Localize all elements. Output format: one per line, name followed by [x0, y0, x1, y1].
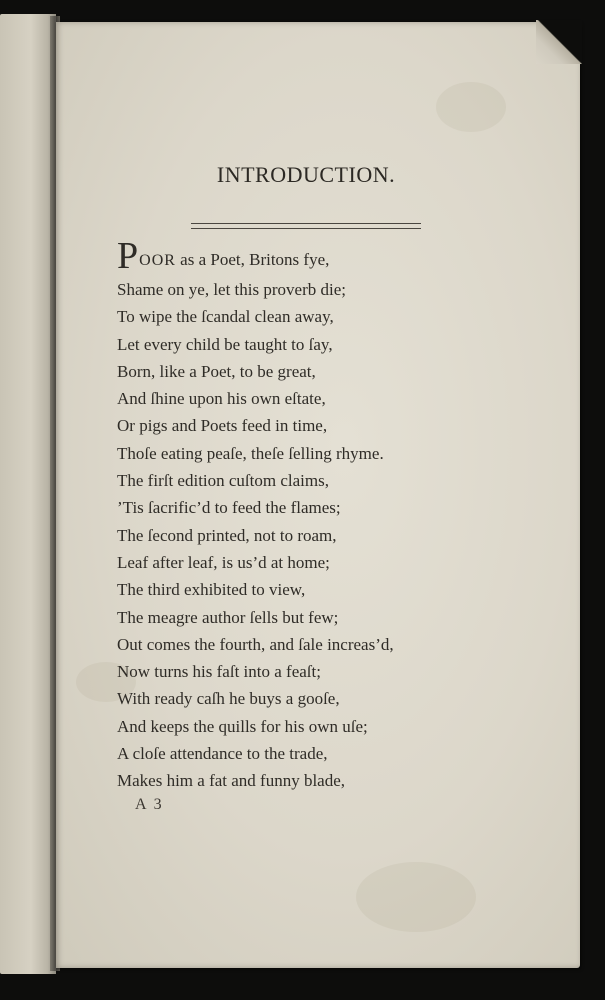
poem-text — [117, 236, 557, 795]
poem-line: Makes him a fat and funny blade, — [117, 771, 346, 791]
drop-cap: P — [117, 235, 139, 277]
poem-line: Let every child be taught to ſay, — [117, 334, 333, 354]
first-line-text: as a Poet, Britons fye, — [175, 250, 330, 269]
poem-line: Leaf after leaf, is us’d at home; — [117, 552, 330, 572]
book-page — [56, 22, 580, 968]
small-caps-word: OOR — [139, 252, 176, 269]
poem-line: Born, like a Poet, to be great, — [117, 361, 316, 381]
heading-rule-top — [191, 223, 421, 224]
page-heading: INTRODUCTION. — [216, 162, 396, 187]
poem-line: Or pigs and Poets feed in time, — [117, 416, 328, 436]
poem-line: The third exhibited to view, — [117, 580, 306, 600]
poem-line: The meagre author ſells but few; — [117, 607, 339, 627]
poem-line: A cloſe attendance to the trade, — [117, 744, 328, 764]
poem-line: And keeps the quills for his own uſe; — [117, 716, 368, 736]
poem-line: Out comes the fourth, and ſale increas’d, — [117, 634, 394, 654]
poem-line: And ſhine upon his own eſtate, — [117, 389, 326, 409]
facing-page-edge — [0, 14, 56, 974]
poem-line: Now turns his faſt into a feaſt; — [117, 662, 321, 682]
paper-stain — [356, 862, 476, 932]
signature-mark: A 3 — [135, 796, 164, 813]
poem-line: The firſt edition cuſtom claims, — [117, 471, 329, 491]
poem-line: With ready caſh he buys a gooſe, — [117, 689, 340, 709]
poem-line — [117, 236, 557, 276]
folded-corner — [536, 20, 582, 64]
paper-stain — [436, 82, 506, 132]
poem-line: To wipe the ſcandal clean away, — [117, 307, 334, 327]
poem-line: Shame on ye, let this proverb die; — [117, 280, 346, 299]
poem-line: Thoſe eating peaſe, theſe ſelling rhyme. — [117, 443, 384, 463]
heading-rule-bottom — [191, 228, 421, 229]
poem-line: ’Tis ſacrific’d to feed the flames; — [117, 498, 341, 518]
poem-line: The ſecond printed, not to roam, — [117, 525, 337, 545]
